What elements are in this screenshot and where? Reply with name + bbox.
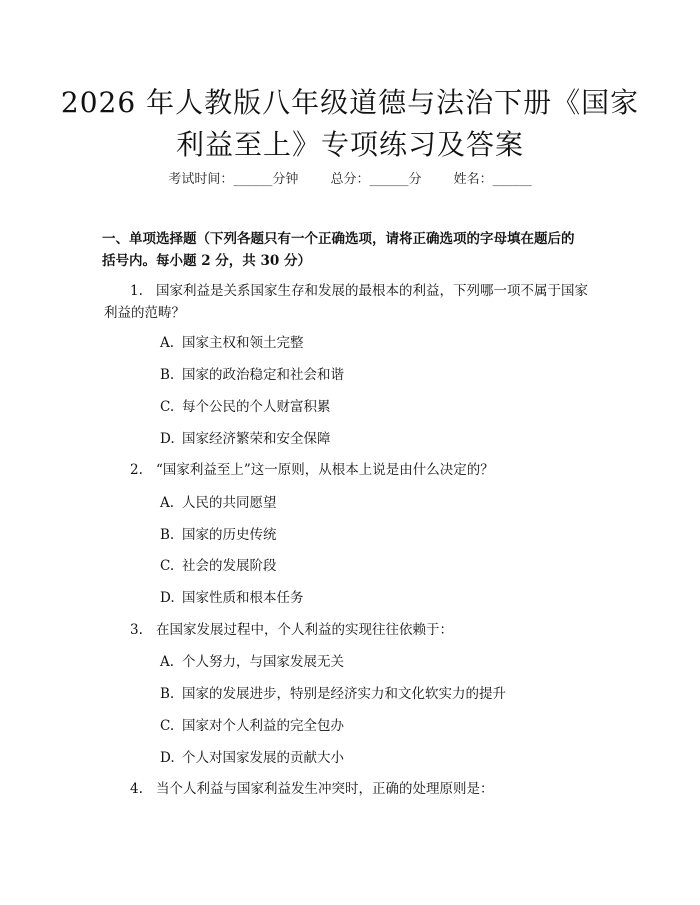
question-3-option-c: C. 国家对个人利益的完全包办 (160, 718, 344, 734)
total-score-unit: 分 (408, 172, 422, 187)
section-heading-line-1: 一、单项选择题（下列各题只有一个正确选项，请将正确选项的字母填在题后的 (102, 231, 575, 247)
question-1-stem (104, 280, 600, 302)
question-1-option-b: B. 国家的政治稳定和社会和谐 (160, 367, 344, 383)
section-heading (102, 228, 600, 272)
total-score-field (330, 168, 421, 187)
exam-time-unit: 分钟 (272, 172, 299, 187)
question-3-option-a: A. 个人努力，与国家发展无关 (160, 654, 344, 670)
question-1-text: 国家利益是关系国家生存和发展的最根本的利益，下列哪一项不属于国家 (156, 283, 588, 299)
title-line-2: 利益至上》专项练习及答案 (175, 128, 524, 161)
title-line-1: 2026 年人教版八年级道德与法治下册《国家 (60, 86, 640, 119)
question-3-option-b: B. 国家的发展进步，特别是经济实力和文化软实力的提升 (160, 686, 506, 702)
question-1-number: 1. (130, 283, 143, 299)
question-3 (130, 619, 600, 641)
question-1-option-d: D. 国家经济繁荣和安全保障 (160, 431, 331, 447)
student-name-blank: ______ (492, 172, 532, 187)
exam-time-label: 考试时间： (168, 172, 234, 187)
question-2-option-a: A. 人民的共同愿望 (160, 495, 277, 511)
question-1-option-a: A. 国家主权和领土完整 (160, 335, 304, 351)
question-2-number: 2. (130, 462, 143, 478)
question-2-option-c: C. 社会的发展阶段 (160, 558, 277, 574)
question-4-text: 当个人利益与国家利益发生冲突时，正确的处理原则是： (156, 781, 494, 797)
total-score-label: 总分： (330, 172, 370, 187)
question-3-text: 在国家发展过程中，个人利益的实现往往依赖于： (156, 622, 453, 638)
document-title (60, 82, 640, 166)
question-2 (130, 459, 600, 481)
question-3-number: 3. (130, 622, 143, 638)
section-heading-line-2: 括号内。每小题 2 分，共 30 分） (102, 253, 311, 269)
question-2-option-d: D. 国家性质和根本任务 (160, 590, 304, 606)
question-4 (130, 778, 600, 800)
question-4-number: 4. (130, 781, 143, 797)
question-1-option-c: C. 每个公民的个人财富积累 (160, 399, 331, 415)
exam-info (0, 168, 700, 187)
student-name-label: 姓名： (453, 172, 493, 187)
question-1-text-cont: 利益的范畴？ (104, 305, 185, 321)
total-score-blank: ______ (369, 172, 409, 187)
question-2-option-b: B. 国家的历史传统 (160, 527, 277, 543)
question-1 (104, 280, 600, 324)
question-2-text: “国家利益至上”这一原则，从根本上说是由什么决定的？ (156, 462, 494, 478)
student-name-field (454, 168, 532, 187)
question-3-option-d: D. 个人对国家发展的贡献大小 (160, 750, 344, 766)
exam-time-field (168, 168, 298, 187)
exam-time-blank: ______ (233, 172, 273, 187)
